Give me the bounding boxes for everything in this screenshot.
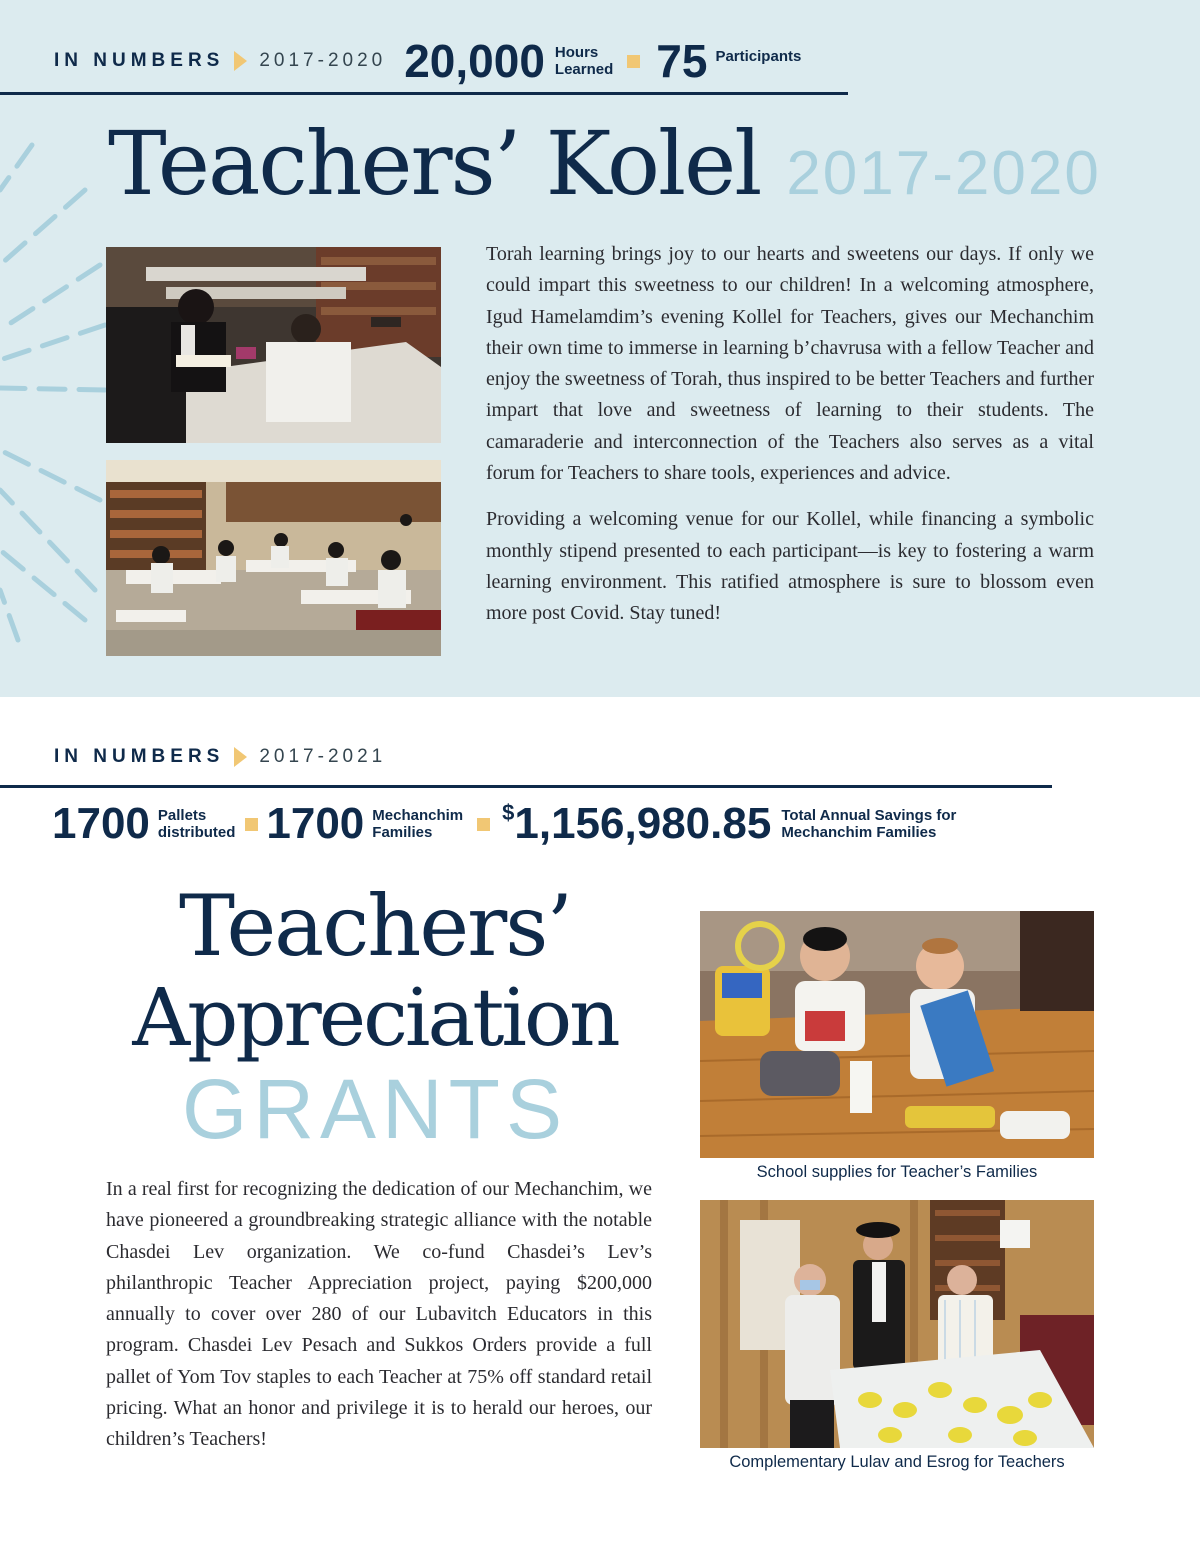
in-numbers-label: IN NUMBERS [54,746,225,767]
kolel-stats-bar [54,35,802,87]
families-label [372,807,463,841]
hours-label-line2: Learned [554,61,614,78]
families-value: 1700 [266,799,365,848]
square-separator-icon [477,818,490,831]
kolel-photo-study [106,247,441,443]
pallets-label-line2: distributed [157,824,236,841]
square-separator-icon [627,55,640,68]
grants-title [100,877,650,1156]
participants-value: 75 [656,35,708,87]
school-supplies-photo [700,911,1094,1158]
pallets-label [158,807,236,841]
kolel-photo-hall [106,460,441,656]
kolel-section [0,0,1200,697]
lulav-esrog-photo [700,1200,1094,1448]
families-label-line2: Families [372,824,433,841]
lulav-esrog-caption: Complementary Lulav and Esrog for Teachers [729,1453,1065,1471]
square-separator-icon [245,818,258,831]
kolel-paragraph-2: Providing a welcoming venue for our Kollel, while financing a symbolic monthly stipend presented to each participant—is key to fostering a warm learning environment. This ratified atmosphere is sure to blossom even more post Covid. Stay tuned! [486,508,1094,625]
kolel-title [108,112,1101,215]
participants-label: Participants [715,47,802,65]
kolel-title-text: Teachers’ Kolel [108,112,761,215]
hours-label-line1: Hours [554,44,599,61]
savings-label [781,807,956,841]
savings-label-line1: Total Annual Savings for [781,807,957,824]
pallets-value: 1700 [52,799,150,848]
hours-label [555,44,613,78]
stats-years: 2017-2020 [259,50,387,71]
triangle-icon [234,747,247,767]
grants-title-line3: GRANTS [181,1062,569,1156]
kolel-title-years: 2017-2020 [786,139,1101,208]
grants-title-line2: Appreciation [132,971,618,1064]
savings-value: 1,156,980.85 [514,799,772,848]
savings-currency: $ [502,800,515,825]
grants-title-line1: Teachers’ [178,877,572,975]
grants-paragraph: In a real first for recognizing the dedication of our Mechanchim, we have pioneered a groundbreaking strategic alliance with the notable Chasdei Lev organization. We co-fund Chasdei’s Lev’s philanthropic Teacher Appreciation project, paying $200,000 annually to cover over 280 of our Lubavitch Educators in this program. Chasdei Lev Pesach and Sukkos Orders provide a full pallet of Yom Tov staples to each Teacher at 75% off standard retail pricing. What an honor and privilege it is to herald our heroes, our children’s Teachers! [106,1178,652,1451]
triangle-icon [234,51,247,71]
in-numbers-label: IN NUMBERS [54,50,225,71]
grants-stats-bar [52,799,957,848]
grants-body [106,1174,652,1471]
savings-label-line2: Mechanchim Families [781,824,937,841]
grants-stats-header [54,746,386,768]
stats-divider [0,785,1052,788]
families-label-line1: Mechanchim [372,807,464,824]
pallets-label-line1: Pallets [157,807,207,824]
stats-years: 2017-2021 [259,746,387,767]
kolel-body [486,239,1094,645]
stats-divider [0,92,848,95]
school-supplies-caption: School supplies for Teacher’s Families [756,1163,1038,1181]
hours-value: 20,000 [404,35,545,87]
kolel-paragraph-1: Torah learning brings joy to our hearts and sweetens our days. If only we could impart this sweetness to our children! In a welcoming atmosphere, Igud Hamelamdim’s evening Kollel for Teachers, gives our Mechanchim their own time to immerse in learning b’chavrusa with a fellow Teacher and enjoy the sweetness of Torah, thus inspired to be better Teachers and further impart that love and sweetness of learning to their students. The camaraderie and interconnection of the Teachers also serves as a vital forum for Teachers to share tools, experiences and advice. [486,243,1094,485]
